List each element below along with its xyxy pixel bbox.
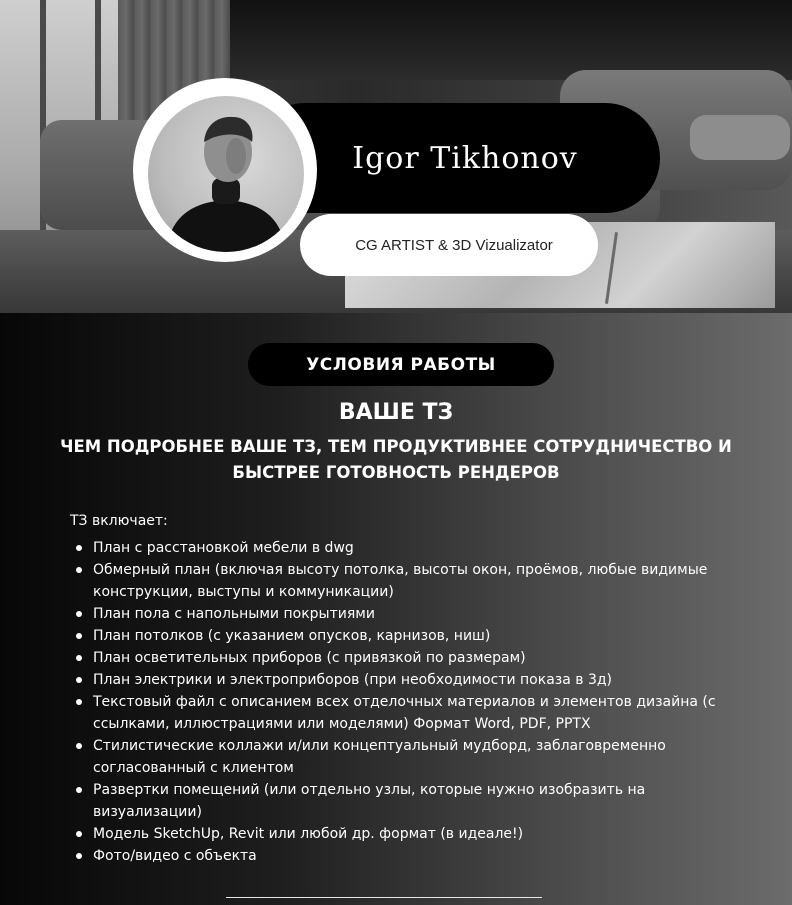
- pillow: [690, 115, 790, 160]
- list-intro: ТЗ включает:: [70, 513, 168, 529]
- list-item: Развертки помещений (или отдельно узлы, которые нужно изобразить на визуализации): [75, 779, 755, 823]
- list-item: Текстовый файл с описанием всех отделочных материалов и элементов дизайна (с ссылками, иллюстрациями или моделями) Формат Word, PDF, PPTX: [75, 691, 755, 735]
- list-item: Модель SketchUp, Revit или любой др. формат (в идеале!): [75, 823, 755, 845]
- profile-role: CG ARTIST & 3D Vizualizator: [355, 236, 553, 254]
- section-title: ВАШЕ ТЗ: [338, 400, 454, 425]
- profile-name: Igor Tikhonov: [352, 140, 578, 176]
- list-item: План пола с напольными покрытиями: [75, 603, 755, 625]
- requirements-list: [75, 537, 755, 867]
- divider: [226, 897, 542, 898]
- section-badge: УСЛОВИЯ РАБОТЫ: [248, 343, 554, 386]
- list-item: Стилистические коллажи и/или концептуальный мудборд, заблаговременно согласованный с клиентом: [75, 735, 755, 779]
- list-item: План электрики и электроприборов (при необходимости показа в 3д): [75, 669, 755, 691]
- person-portrait-icon: [148, 96, 304, 252]
- list-item: Фото/видео с объекта: [75, 845, 755, 867]
- list-item: План осветительных приборов (с привязкой по размерам): [75, 647, 755, 669]
- list-item: План с расстановкой мебели в dwg: [75, 537, 755, 559]
- ceiling-shadow: [230, 0, 792, 80]
- section-subtitle: ЧЕМ ПОДРОБНЕЕ ВАШЕ ТЗ, ТЕМ ПРОДУКТИВНЕЕ СОТРУДНИЧЕСТВО И БЫСТРЕЕ ГОТОВНОСТЬ РЕНДЕРОВ: [60, 437, 732, 482]
- list-item: План потолков (с указанием опусков, карнизов, ниш): [75, 625, 755, 647]
- list-item: Обмерный план (включая высоту потолка, высоты окон, проёмов, любые видимые конструкции, выступы и коммуникации): [75, 559, 755, 603]
- avatar: [148, 96, 304, 252]
